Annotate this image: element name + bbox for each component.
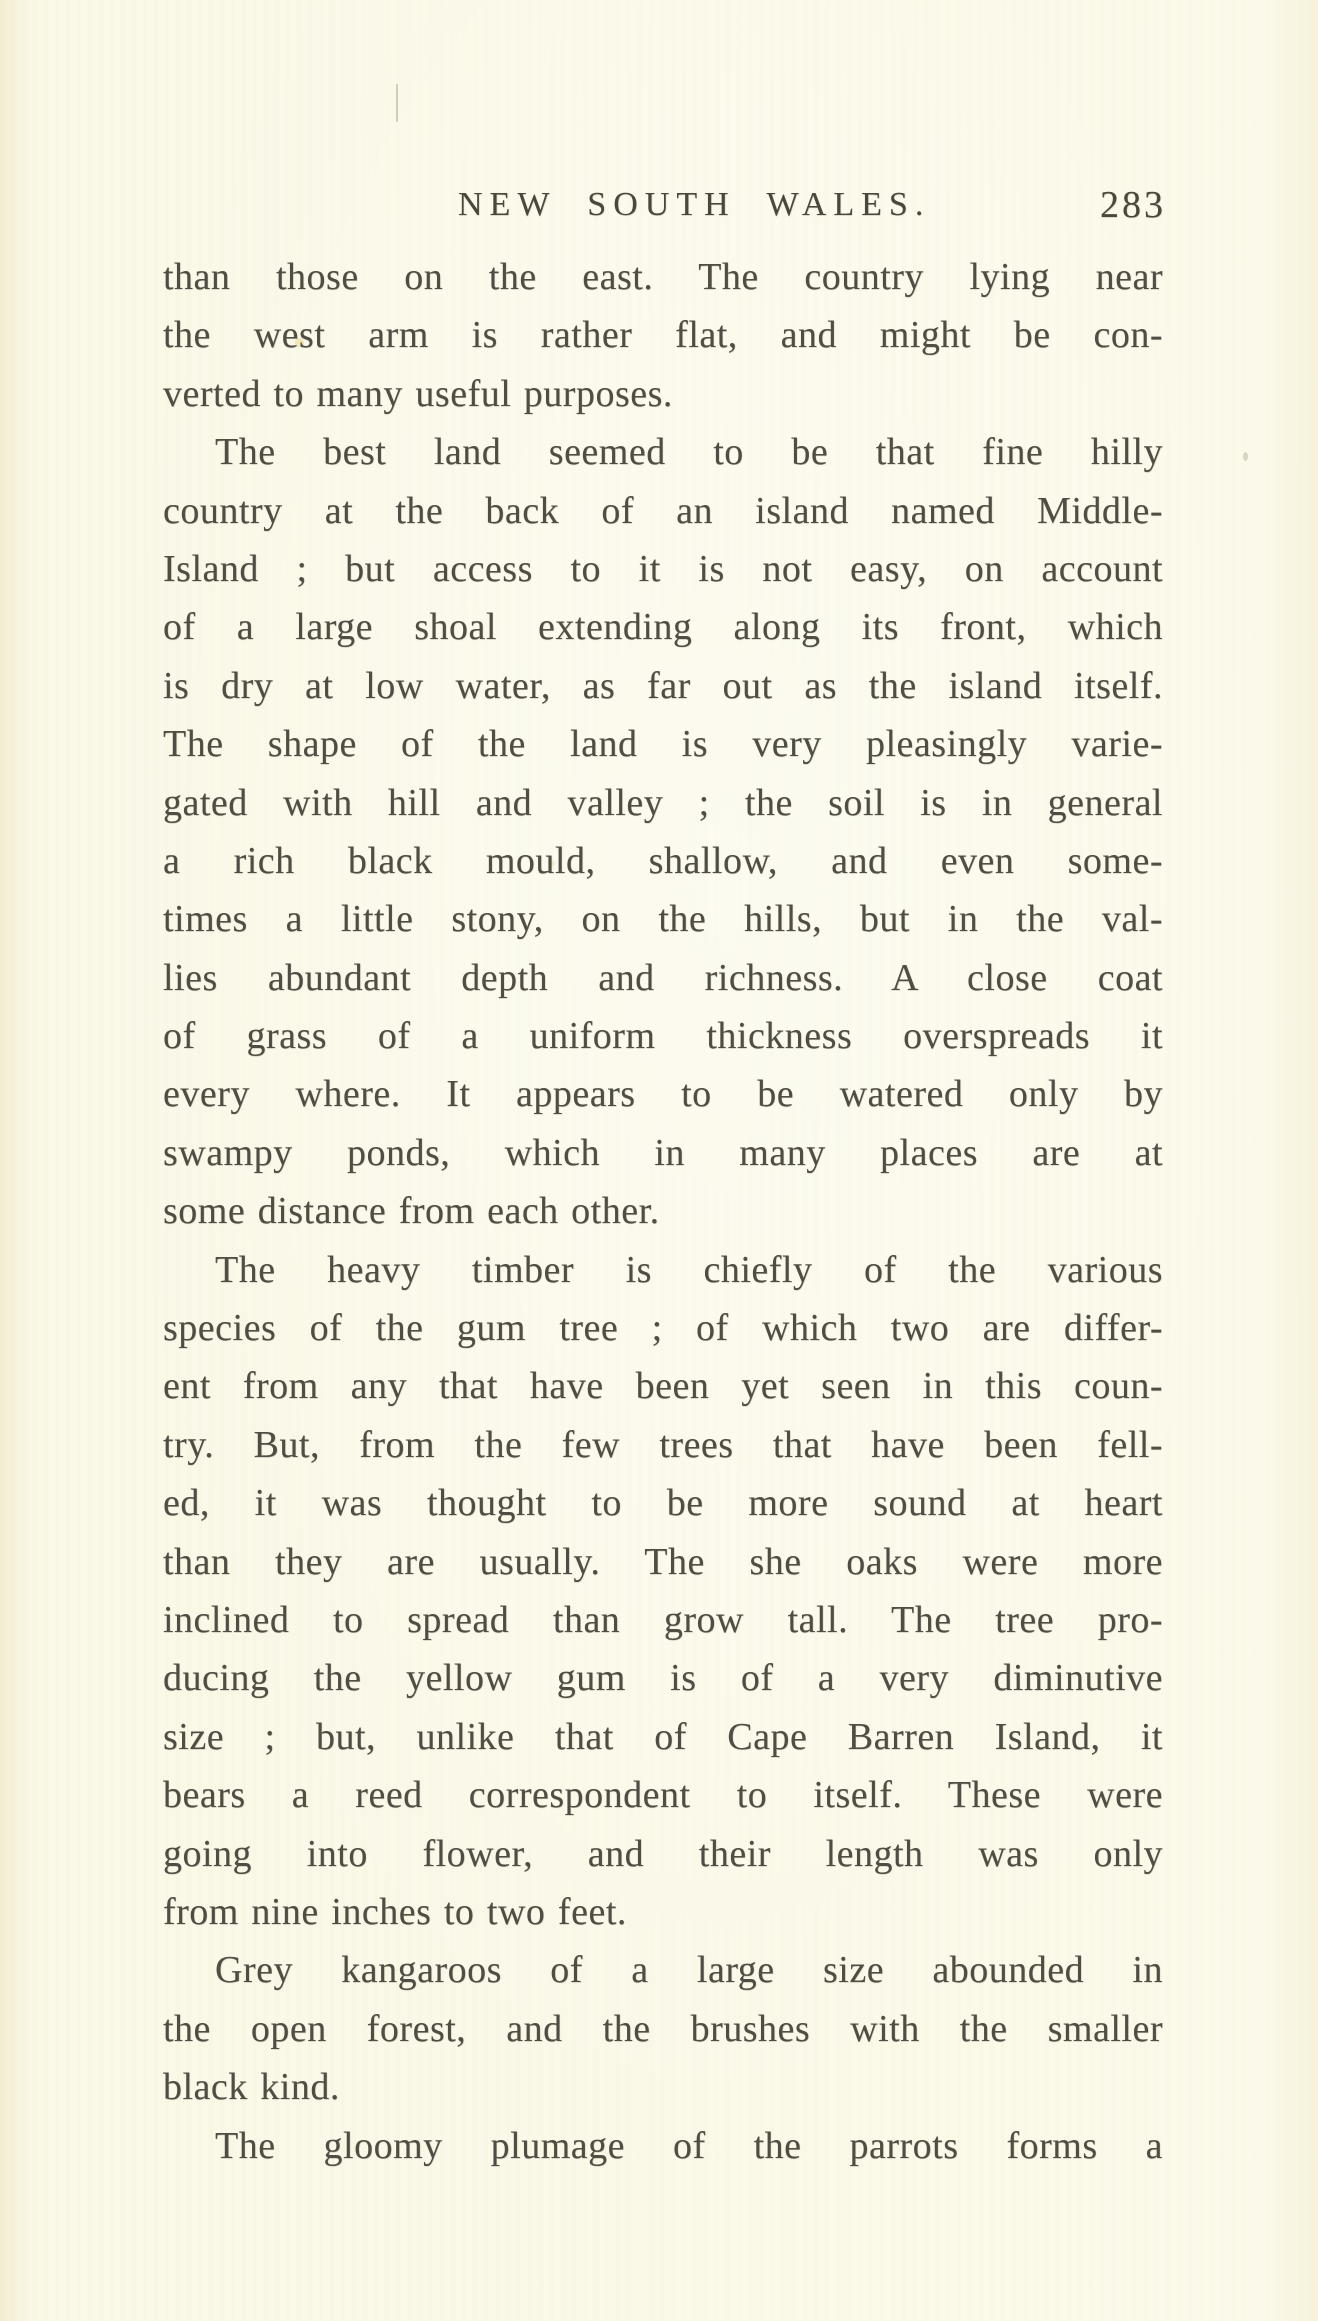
text-line: The best land seemed to be that fine hilly [215, 431, 1163, 474]
text-line: of a large shoal extending along its front, which [163, 606, 1163, 649]
text-line: a rich black mould, shallow, and even some- [163, 839, 1163, 882]
running-header: NEW SOUTH WALES. [458, 186, 931, 223]
text-line: ed, it was thought to be more sound at heart [163, 1482, 1163, 1525]
text-line: The gloomy plumage of the parrots forms a [215, 2124, 1163, 2167]
text-line: verted to many useful purposes. [163, 372, 673, 415]
text-line: the open forest, and the brushes with the smaller [163, 2007, 1163, 2050]
text-line: from nine inches to two feet. [163, 1890, 627, 1933]
text-line: is dry at low water, as far out as the island itself. [163, 664, 1163, 707]
text-line: black kind. [163, 2066, 340, 2109]
text-line: some distance from each other. [163, 1190, 660, 1233]
text-line: The shape of the land is very pleasingly varie- [163, 723, 1163, 766]
text-line: ducing the yellow gum is of a very diminutive [163, 1657, 1163, 1700]
text-line: swampy ponds, which in many places are at [163, 1131, 1163, 1174]
text-line: every where. It appears to be watered only by [163, 1073, 1163, 1116]
body-text [163, 248, 1163, 2175]
text-line: size ; but, unlike that of Cape Barren Island, it [163, 1715, 1163, 1758]
text-line: going into flower, and their length was only [163, 1832, 1163, 1875]
text-line: lies abundant depth and richness. A close coat [163, 956, 1163, 999]
text-line: The heavy timber is chiefly of the various [215, 1248, 1163, 1291]
text-line: species of the gum tree ; of which two are differ- [163, 1307, 1163, 1350]
text-line: bears a reed correspondent to itself. These were [163, 1774, 1163, 1817]
text-line: gated with hill and valley ; the soil is in general [163, 781, 1163, 824]
text-line: ent from any that have been yet seen in this coun- [163, 1365, 1163, 1408]
text-line: inclined to spread than grow tall. The tree pro- [163, 1598, 1163, 1641]
text-line: than those on the east. The country lying near [163, 256, 1163, 298]
text-line: times a little stony, on the hills, but in the val- [163, 898, 1163, 941]
text-line: than they are usually. The she oaks were more [163, 1540, 1163, 1583]
text-line: the west arm is rather flat, and might be con- [163, 314, 1163, 357]
text-line: try. But, from the few trees that have been fell- [163, 1423, 1163, 1466]
text-line: of grass of a uniform thickness overspreads it [163, 1015, 1163, 1058]
scan-artifact-mark [396, 84, 398, 122]
text-line: country at the back of an island named Middle- [163, 489, 1163, 532]
scan-artifact-speck [1243, 452, 1248, 461]
text-line: Island ; but access to it is not easy, on account [163, 547, 1163, 590]
page-number: 283 [1100, 184, 1166, 226]
text-line: Grey kangaroos of a large size abounded in [215, 1949, 1163, 1992]
